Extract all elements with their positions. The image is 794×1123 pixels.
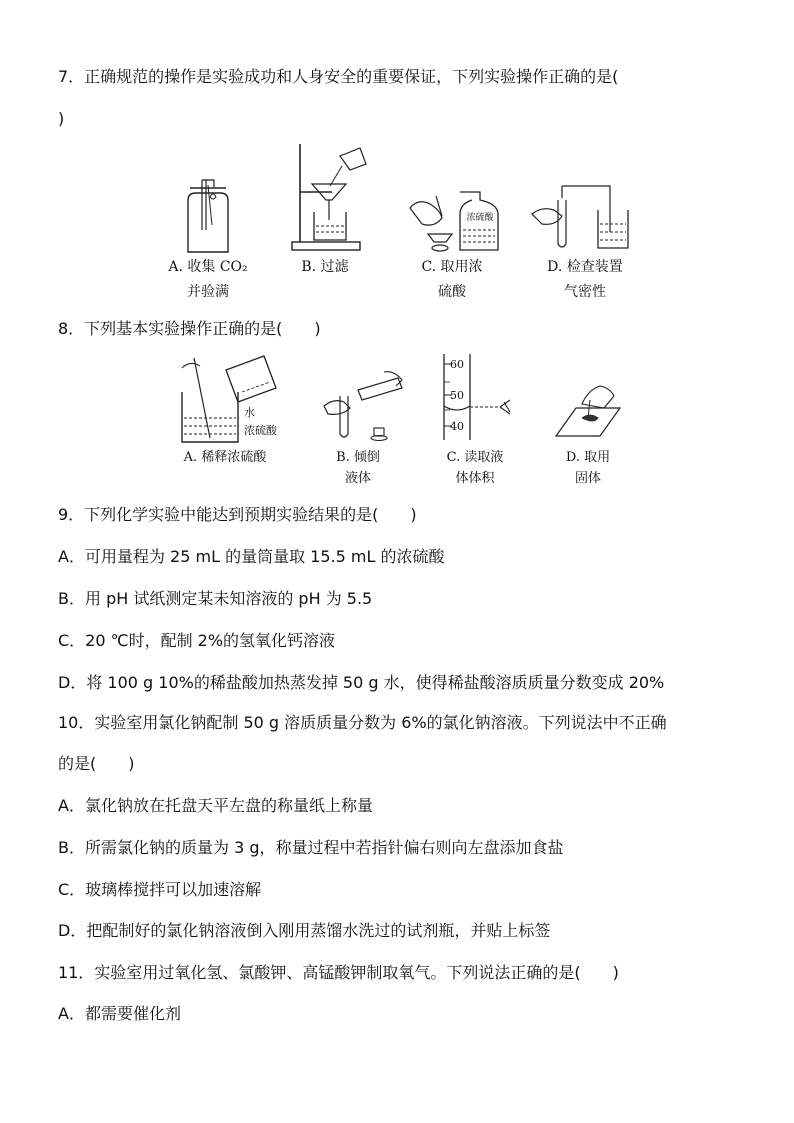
q8-caption-a: A. 稀释浓硫酸: [183, 450, 267, 465]
q10-option-b: B．所需氯化钠的质量为 3 g，称量过程中若指针偏右则向左盘添加食盐: [58, 838, 564, 857]
q8-caption-c-line1: C. 读取液: [446, 450, 504, 465]
airtightness-check-figure: [530, 180, 640, 252]
q8-caption-c-line2: 体体积: [455, 471, 495, 486]
water-label: 水: [244, 406, 255, 419]
acid-label: 浓硫酸: [244, 424, 277, 437]
take-acid-figure: [406, 190, 506, 256]
cylinder-tick-50: 50: [450, 389, 464, 402]
q7-caption-a-line1: A. 收集 CO₂: [168, 259, 248, 275]
q7-caption-c-line1: C. 取用浓: [421, 259, 483, 275]
filtration-apparatus-figure: [290, 142, 370, 254]
q9-option-d: D．将 100 g 10%的稀盐酸加热蒸发掉 50 g 水，使得稀盐酸溶质质量分数变成 20%: [58, 673, 665, 692]
gas-collection-bottle-figure: [178, 175, 238, 255]
pour-liquid-figure: [322, 368, 408, 444]
q7-caption-a-line2: 并验满: [187, 284, 229, 300]
cylinder-tick-60: 60: [450, 358, 464, 371]
question-10-stem-line1: 10．实验室用氯化钠配制 50 g 溶质质量分数为 6%的氯化钠溶液。下列说法中不正确: [58, 713, 667, 732]
q7-caption-c-line2: 硫酸: [438, 284, 466, 300]
take-solid-figure: [552, 378, 624, 440]
q8-caption-d-line2: 固体: [574, 471, 601, 486]
question-9-stem: 9．下列化学实验中能达到预期实验结果的是( ): [58, 505, 417, 524]
q10-option-a: A．氯化钠放在托盘天平左盘的称量纸上称量: [58, 796, 373, 815]
q7-caption-d-line1: D. 检查装置: [547, 259, 623, 275]
q9-option-b: B．用 pH 试纸测定某未知溶液的 pH 为 5.5: [58, 589, 373, 608]
cylinder-tick-40: 40: [450, 420, 464, 433]
bottle-label: 浓硫酸: [466, 213, 494, 223]
q10-option-c: C．玻璃棒搅拌可以加速溶解: [58, 880, 262, 899]
question-11-stem: 11．实验室用过氧化氢、氯酸钾、高锰酸钾制取氧气。下列说法正确的是( ): [58, 963, 619, 982]
q11-option-a: A．都需要催化剂: [58, 1004, 181, 1023]
q8-caption-b-line1: B. 倾倒: [336, 450, 380, 465]
question-8-stem: 8．下列基本实验操作正确的是( ): [58, 319, 321, 338]
q7-caption-b: B. 过滤: [301, 259, 349, 275]
q8-caption-b-line2: 液体: [344, 471, 371, 486]
question-10-stem-line2: 的是( ): [58, 754, 135, 773]
q8-caption-d-line1: D. 取用: [565, 450, 611, 465]
q7-caption-d-line2: 气密性: [564, 284, 606, 300]
q9-option-c: C．20 ℃时，配制 2%的氢氧化钙溶液: [58, 631, 336, 650]
question-7-stem-end: ): [58, 109, 65, 128]
question-7-stem: 7．正确规范的操作是实验成功和人身安全的重要保证，下列实验操作正确的是(: [58, 67, 619, 86]
q9-option-a: A．可用量程为 25 mL 的量筒量取 15.5 mL 的浓硫酸: [58, 547, 445, 566]
q10-option-d: D．把配制好的氯化钠溶液倒入刚用蒸馏水洗过的试剂瓶，并贴上标签: [58, 921, 551, 940]
